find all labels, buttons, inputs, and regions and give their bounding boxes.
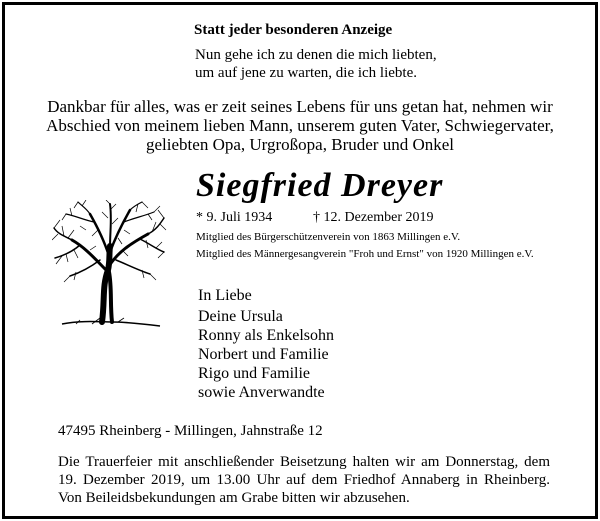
funeral-info-line: 19. Dezember 2019, um 13.00 Uhr auf dem Friedhof Annaberg in Rheinberg. xyxy=(58,472,550,488)
mourner-line: In Liebe xyxy=(198,287,252,304)
mourner-line: Ronny als Enkelsohn xyxy=(198,327,334,344)
verse-line: um auf jene zu warten, die ich liebte. xyxy=(195,65,417,81)
membership-line: Mitglied des Männergesangverein "Froh und Ernst" von 1920 Millingen e.V. xyxy=(196,248,534,260)
funeral-info-line: Die Trauerfeier mit anschließender Beisetzung halten wir am Donnerstag, dem xyxy=(58,454,550,470)
gratitude-line: geliebten Opa, Urgroßopa, Bruder und Onkel xyxy=(146,135,454,154)
bare-tree-icon xyxy=(52,200,167,328)
mourner-line: Rigo und Familie xyxy=(198,365,310,382)
funeral-info-line: Von Beileidsbekundungen am Grabe bitten wir abzusehen. xyxy=(58,490,410,506)
verse-line: Nun gehe ich zu denen die mich liebten, xyxy=(195,47,437,63)
mourner-line: Deine Ursula xyxy=(198,308,283,325)
mourner-line: Norbert und Familie xyxy=(198,346,329,363)
death-date: † 12. Dezember 2019 xyxy=(313,210,434,225)
birth-date: * 9. Juli 1934 xyxy=(196,210,273,225)
family-address: 47495 Rheinberg - Millingen, Jahnstraße 12 xyxy=(58,423,323,439)
mourner-line: sowie Anverwandte xyxy=(198,384,325,401)
gratitude-line: Abschied von meinem lieben Mann, unserem guten Vater, Schwiegervater, xyxy=(46,116,554,135)
gratitude-line: Dankbar für alles, was er zeit seines Lebens für uns getan hat, nehmen wir xyxy=(47,97,553,116)
membership-line: Mitglied des Bürgerschützenverein von 1863 Millingen e.V. xyxy=(196,231,461,243)
notice-header: Statt jeder besonderen Anzeige xyxy=(194,22,393,38)
deceased-name: Siegfried Dreyer xyxy=(196,167,444,204)
